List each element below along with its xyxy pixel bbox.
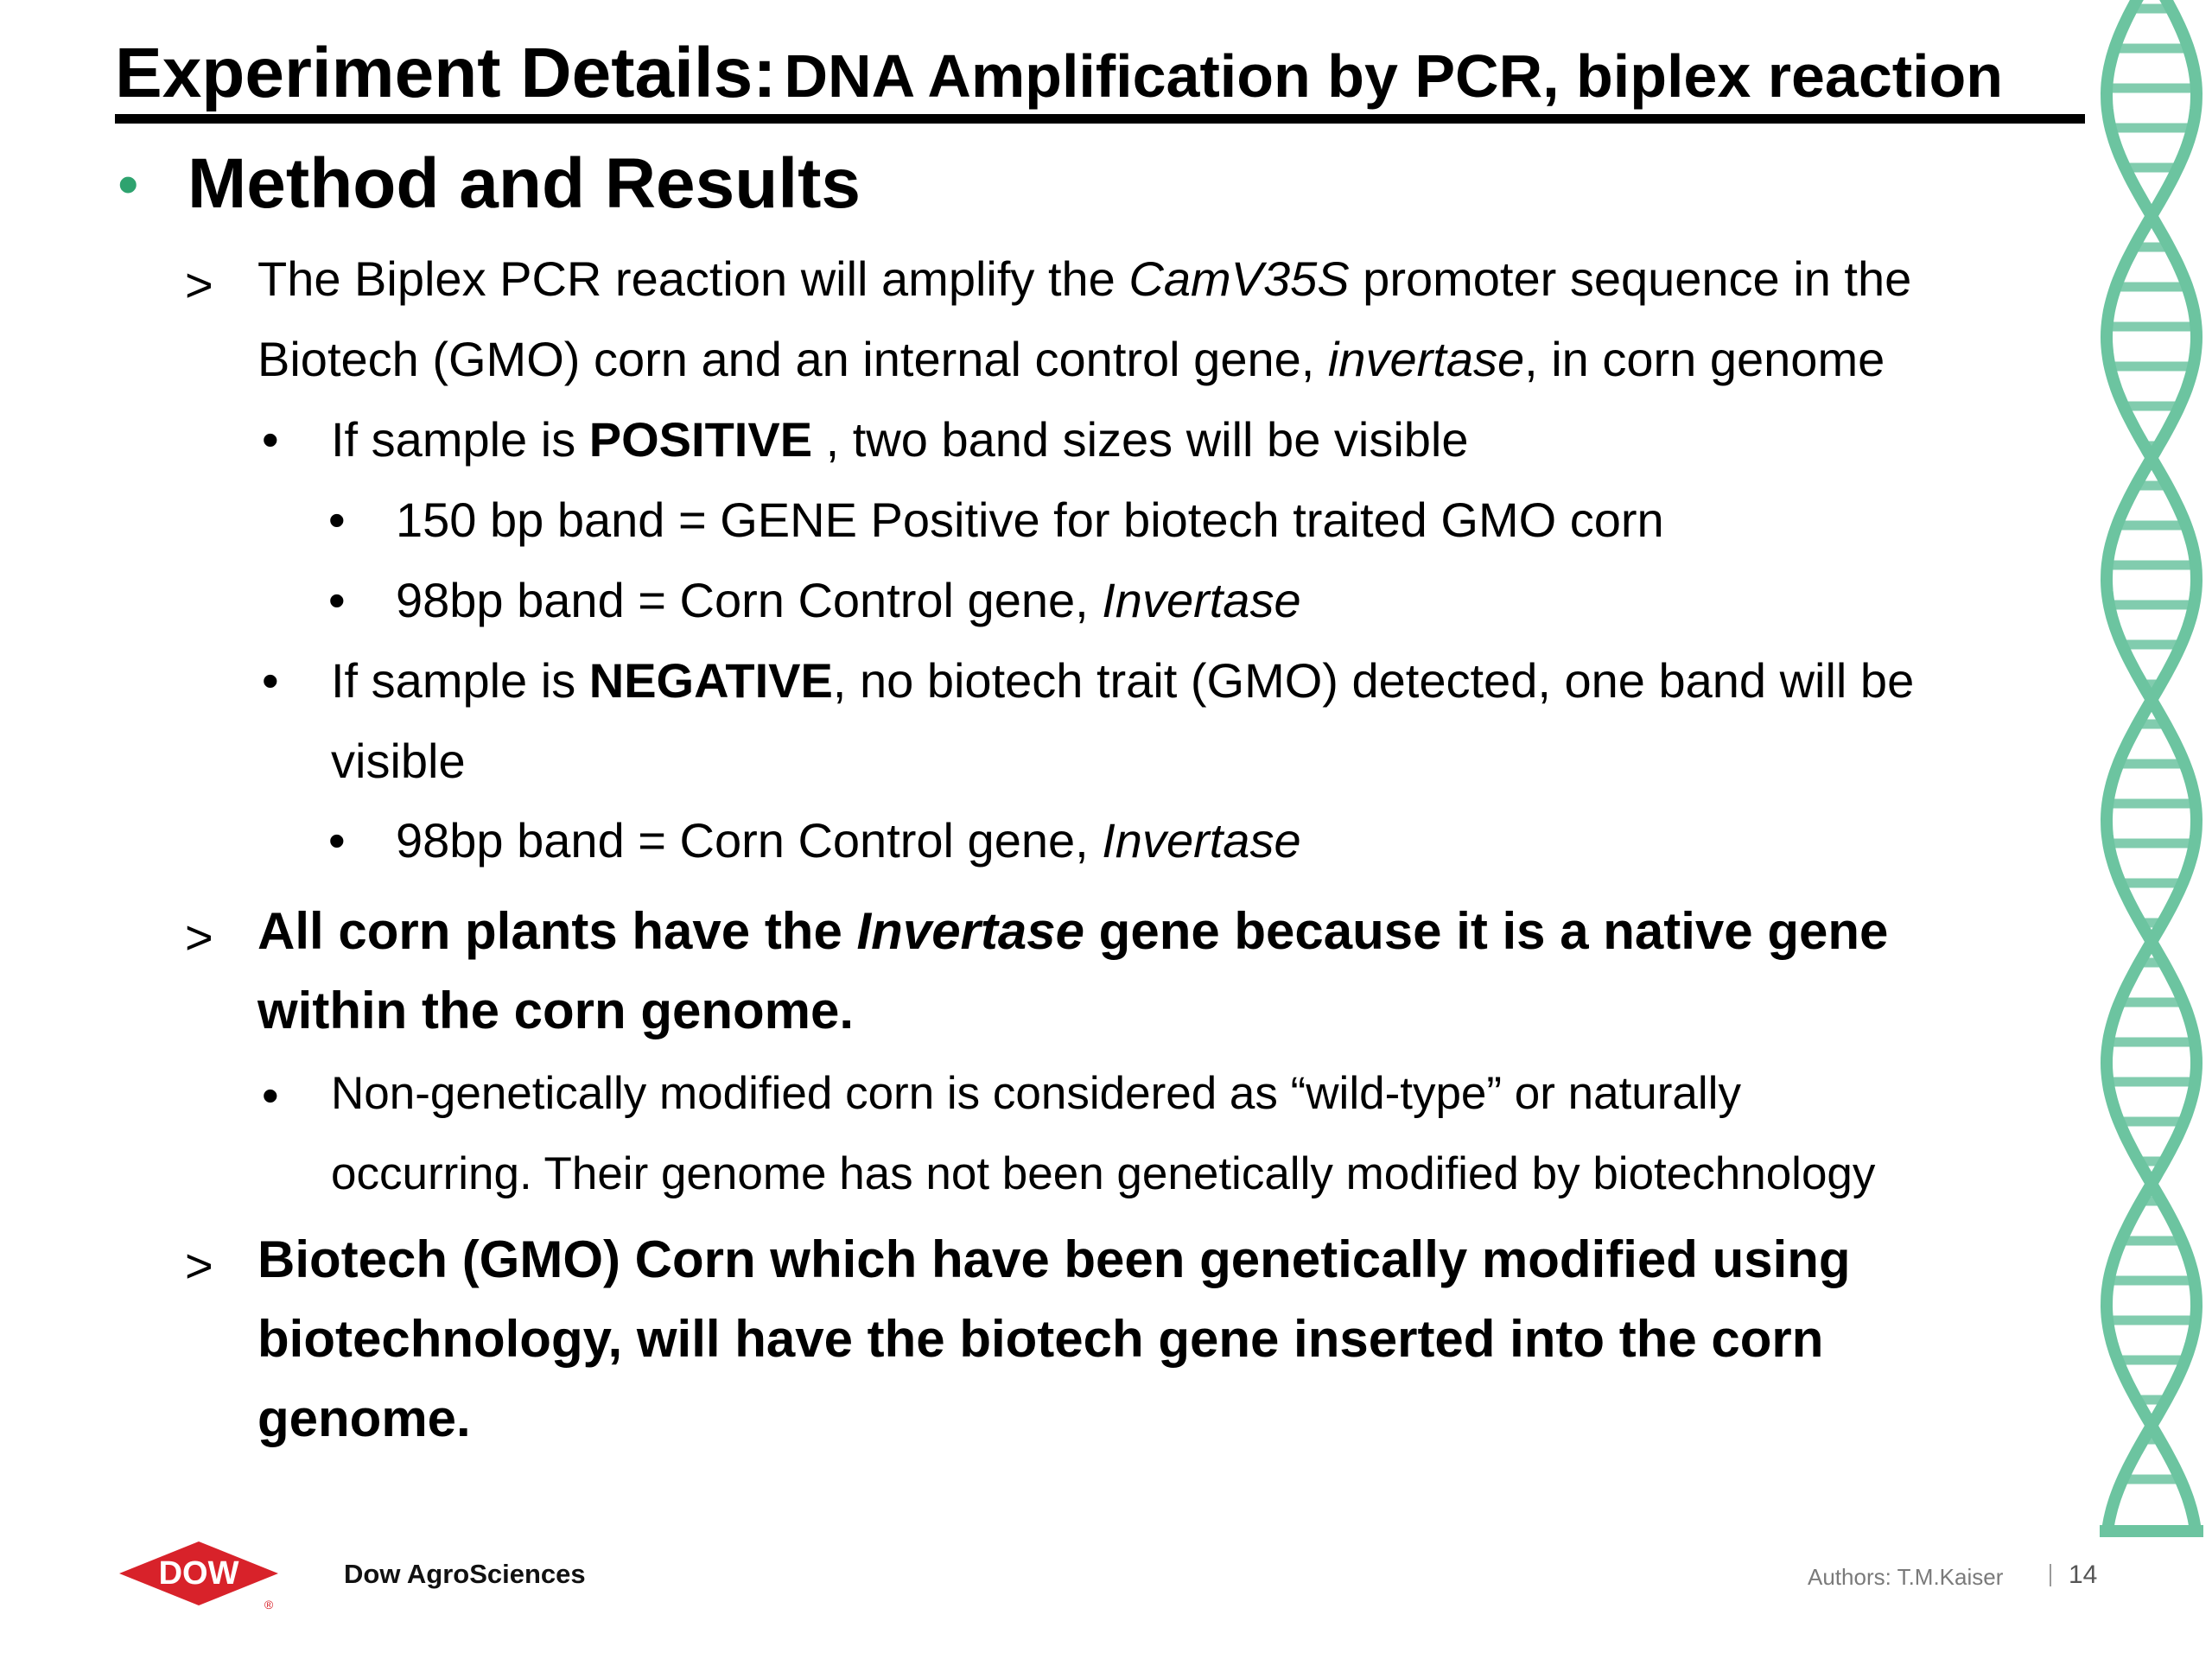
slide-title xyxy=(115,33,2085,114)
point2-sub-line2: occurring. Their genome has not been genetically modified by biotechnology xyxy=(331,1148,1876,1199)
negative-line2: visible xyxy=(331,734,466,788)
point2-line2: within the corn genome. xyxy=(257,982,855,1039)
positive-band-control: 98bp band = Corn Control gene, Invertase xyxy=(396,573,1301,627)
dna-helix-icon xyxy=(2091,0,2212,1547)
dow-registered-mark: ® xyxy=(264,1598,274,1611)
brand-name: Dow AgroSciences xyxy=(344,1559,586,1589)
dow-logo-text: DOW xyxy=(158,1555,239,1592)
positive-line: If sample is POSITIVE , two band sizes will be visible xyxy=(331,412,1469,467)
dot-marker: • xyxy=(328,573,346,627)
title-underline xyxy=(115,114,2085,124)
point1-line1: The Biplex PCR reaction will amplify the CamV35S promoter sequence in the xyxy=(257,251,1912,306)
helix-base xyxy=(2100,1525,2203,1537)
point3-line1: Biotech (GMO) Corn which have been genetically modified using xyxy=(257,1230,1851,1288)
title-sub: DNA Amplification by PCR, biplex reaction xyxy=(784,42,2004,110)
dot-marker: • xyxy=(328,813,346,868)
page-number: 14 xyxy=(2069,1560,2098,1589)
point3-line3: genome. xyxy=(257,1389,471,1447)
negative-band-control: 98bp band = Corn Control gene, Invertase xyxy=(396,813,1301,868)
chevron-marker: > xyxy=(185,257,213,312)
point2-sub-line1: Non-genetically modified corn is considered as “wild-type” or naturally xyxy=(331,1068,1741,1119)
point3-line2: biotechnology, will have the biotech gene inserted into the corn xyxy=(257,1310,1824,1368)
chevron-marker: > xyxy=(185,910,213,964)
title-main: Experiment Details: xyxy=(115,34,777,112)
section-bullet: • xyxy=(118,150,139,218)
dot-marker: • xyxy=(262,1068,279,1122)
negative-line1: If sample is NEGATIVE, no biotech trait (GMO) detected, one band will be xyxy=(331,653,1915,708)
dot-marker: • xyxy=(328,493,346,547)
dow-logo-icon xyxy=(117,1536,281,1611)
chevron-marker: > xyxy=(185,1238,213,1293)
page-separator xyxy=(2050,1564,2051,1586)
point2-line1: All corn plants have the Invertase gene because it is a native gene xyxy=(257,902,1889,960)
dot-marker: • xyxy=(262,653,279,708)
positive-band-gene: 150 bp band = GENE Positive for biotech traited GMO corn xyxy=(396,493,1664,547)
dot-marker: • xyxy=(262,412,279,467)
point1-line2: Biotech (GMO) corn and an internal control gene, invertase, in corn genome xyxy=(257,332,1885,386)
authors-credit: Authors: T.M.Kaiser xyxy=(1808,1564,2004,1590)
section-heading: Method and Results xyxy=(188,144,861,223)
